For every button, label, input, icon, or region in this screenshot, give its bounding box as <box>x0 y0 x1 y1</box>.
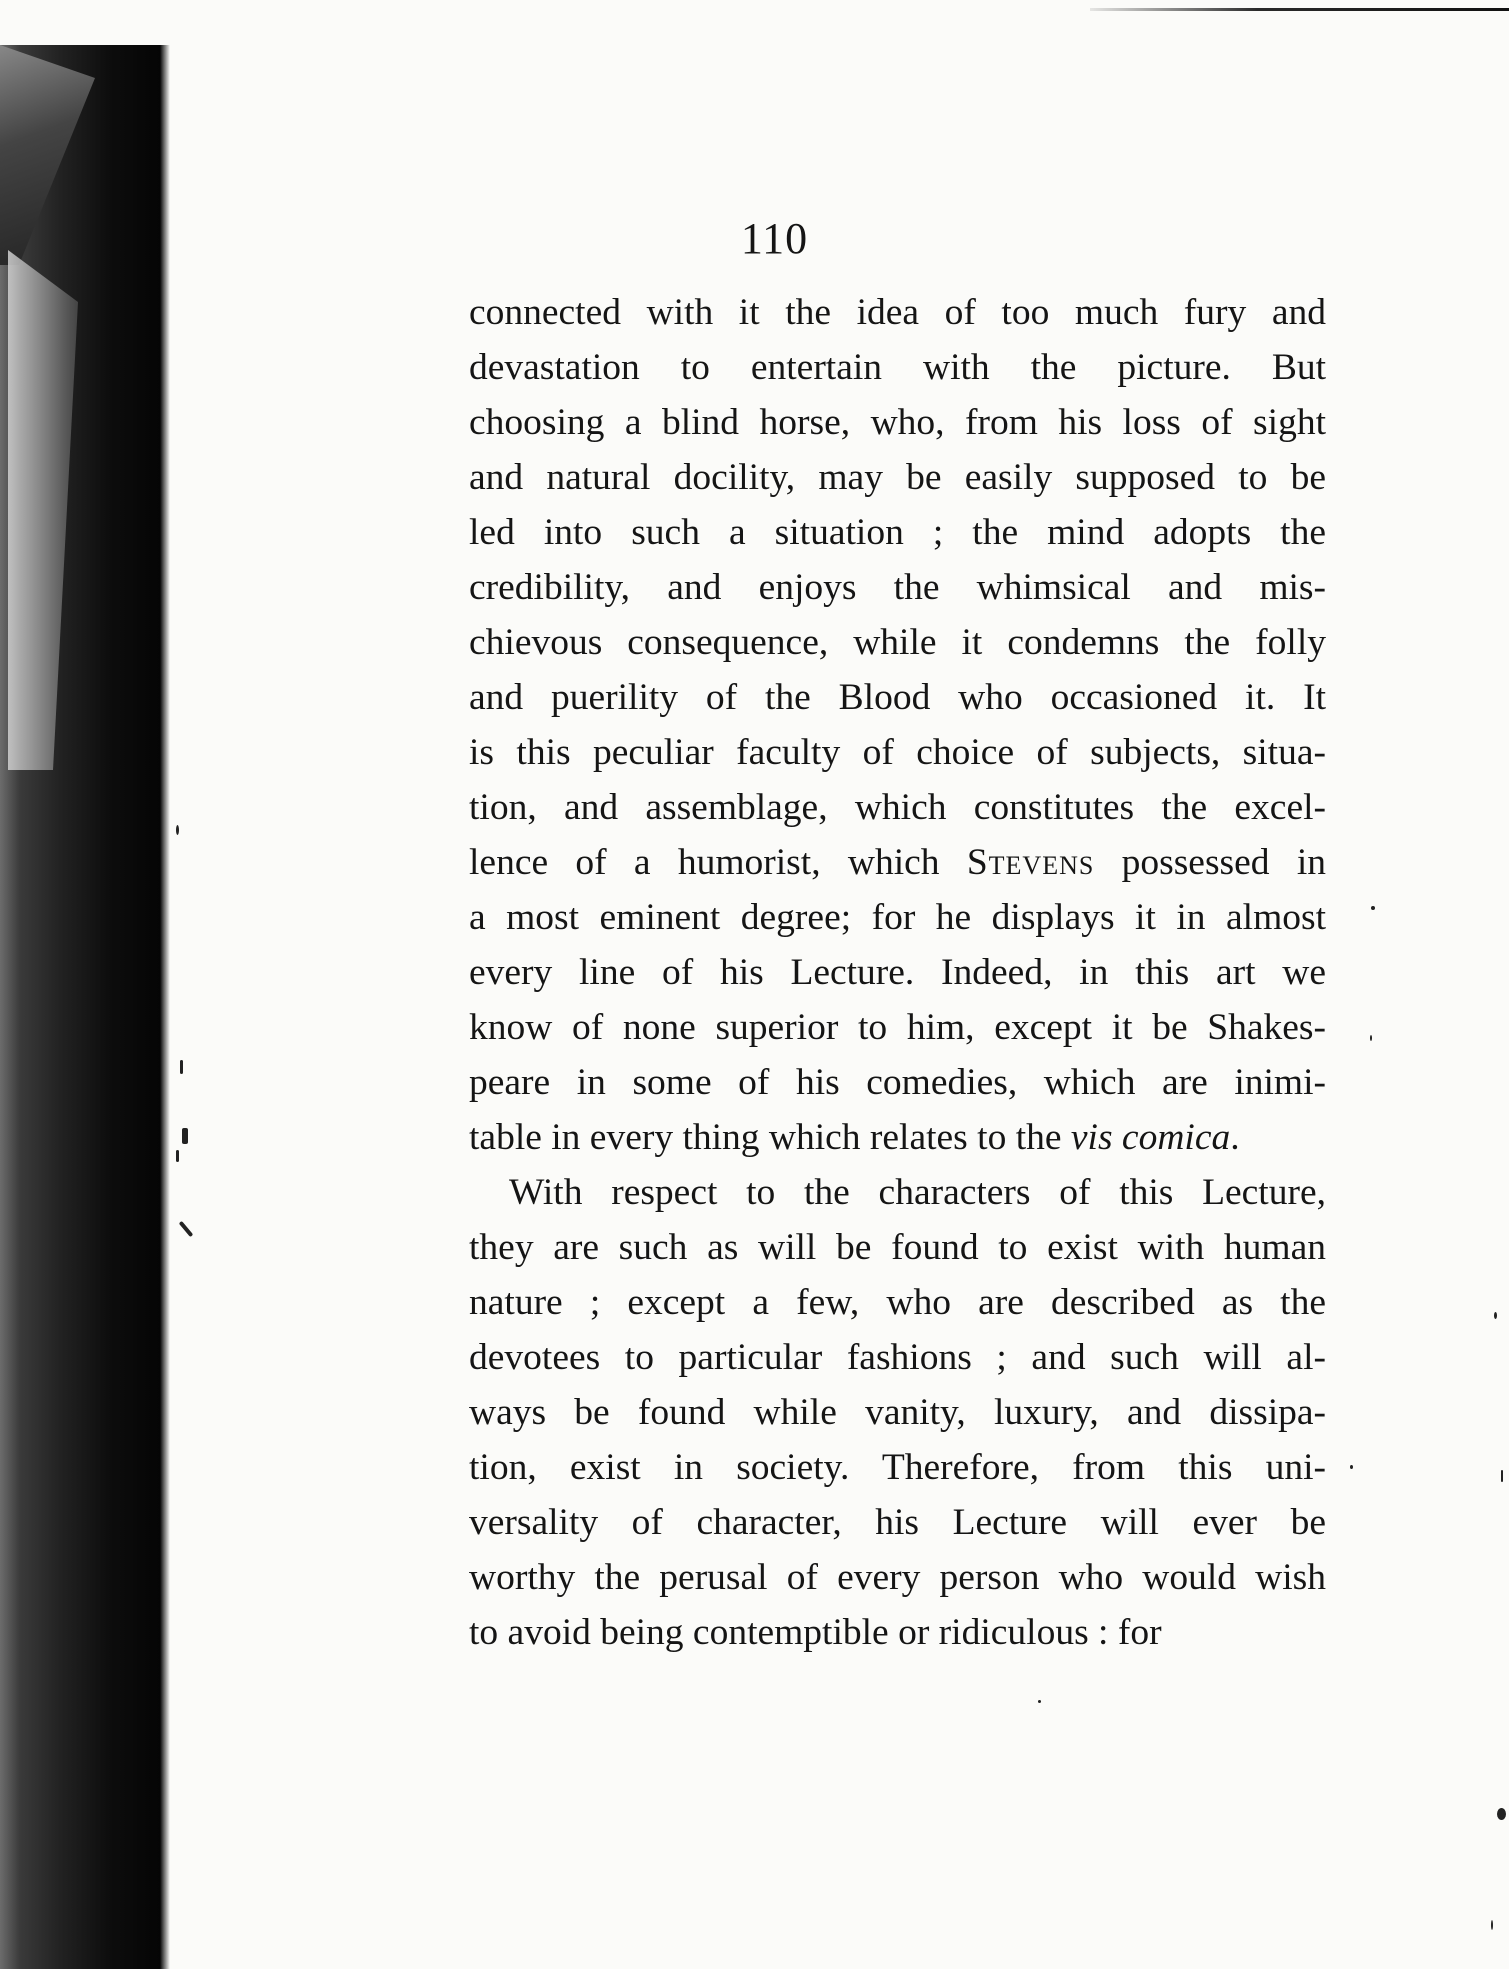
scan-speck <box>1371 906 1375 910</box>
scan-speck <box>1038 1700 1041 1703</box>
text-line: they are such as will be found to exist with human <box>469 1227 1326 1268</box>
text-line: chievous consequence, while it condemns the folly <box>469 622 1326 663</box>
text-line: With respect to the characters of this Lecture, <box>509 1172 1326 1213</box>
page-number: 110 <box>740 214 809 263</box>
small-caps-name: Stevens <box>966 842 1095 883</box>
scan-speck <box>1491 1920 1493 1930</box>
text-line: peare in some of his comedies, which are inimi- <box>469 1062 1326 1103</box>
italic-phrase: vis comica <box>1070 1117 1231 1158</box>
text-line: to avoid being contemptible or ridiculous : for <box>469 1612 1162 1653</box>
body-text <box>469 285 1326 1660</box>
text-segment: . <box>1230 1117 1240 1158</box>
text-segment: table in every thing which relates to the <box>469 1117 1071 1158</box>
text-segment: possessed in <box>1094 842 1326 883</box>
scan-speck <box>1494 1312 1497 1319</box>
scan-speck <box>1350 1465 1353 1469</box>
scan-speck <box>180 1060 183 1074</box>
text-segment: lence of a humorist, which <box>469 842 967 883</box>
text-line: credibility, and enjoys the whimsical and mis- <box>469 567 1326 608</box>
text-line: nature ; except a few, who are described as the <box>469 1282 1326 1323</box>
text-line: choosing a blind horse, who, from his loss of sight <box>469 402 1326 443</box>
top-edge-rule <box>1090 8 1509 11</box>
text-line: connected with it the idea of too much fury and <box>469 292 1326 333</box>
text-line: worthy the perusal of every person who would wish <box>469 1557 1326 1598</box>
scan-speck <box>176 825 179 835</box>
text-line: every line of his Lecture. Indeed, in this art we <box>469 952 1326 993</box>
text-line: is this peculiar faculty of choice of subjects, situa- <box>469 732 1326 773</box>
text-line <box>469 835 1326 890</box>
scan-speck <box>1501 1470 1503 1482</box>
text-line: and puerility of the Blood who occasioned it. It <box>469 677 1326 718</box>
text-line: tion, and assemblage, which constitutes the excel- <box>469 787 1326 828</box>
scan-speck <box>1370 1035 1372 1041</box>
text-line: tion, exist in society. Therefore, from this uni- <box>469 1447 1326 1488</box>
text-line: devastation to entertain with the picture. But <box>469 347 1326 388</box>
text-line: and natural docility, may be easily supposed to be <box>469 457 1326 498</box>
scan-speck <box>176 1150 179 1162</box>
text-line: ways be found while vanity, luxury, and dissipa- <box>469 1392 1326 1433</box>
scan-speck <box>179 1221 194 1237</box>
text-line: versality of character, his Lecture will ever be <box>469 1502 1326 1543</box>
text-line <box>469 1110 1326 1165</box>
text-line: know of none superior to him, except it be Shakes- <box>469 1007 1326 1048</box>
text-line: led into such a situation ; the mind adopts the <box>469 512 1326 553</box>
scan-speck <box>182 1128 188 1144</box>
scan-speck <box>1497 1808 1506 1820</box>
text-line: a most eminent degree; for he displays it in almost <box>469 897 1326 938</box>
text-line: devotees to particular fashions ; and such will al- <box>469 1337 1326 1378</box>
